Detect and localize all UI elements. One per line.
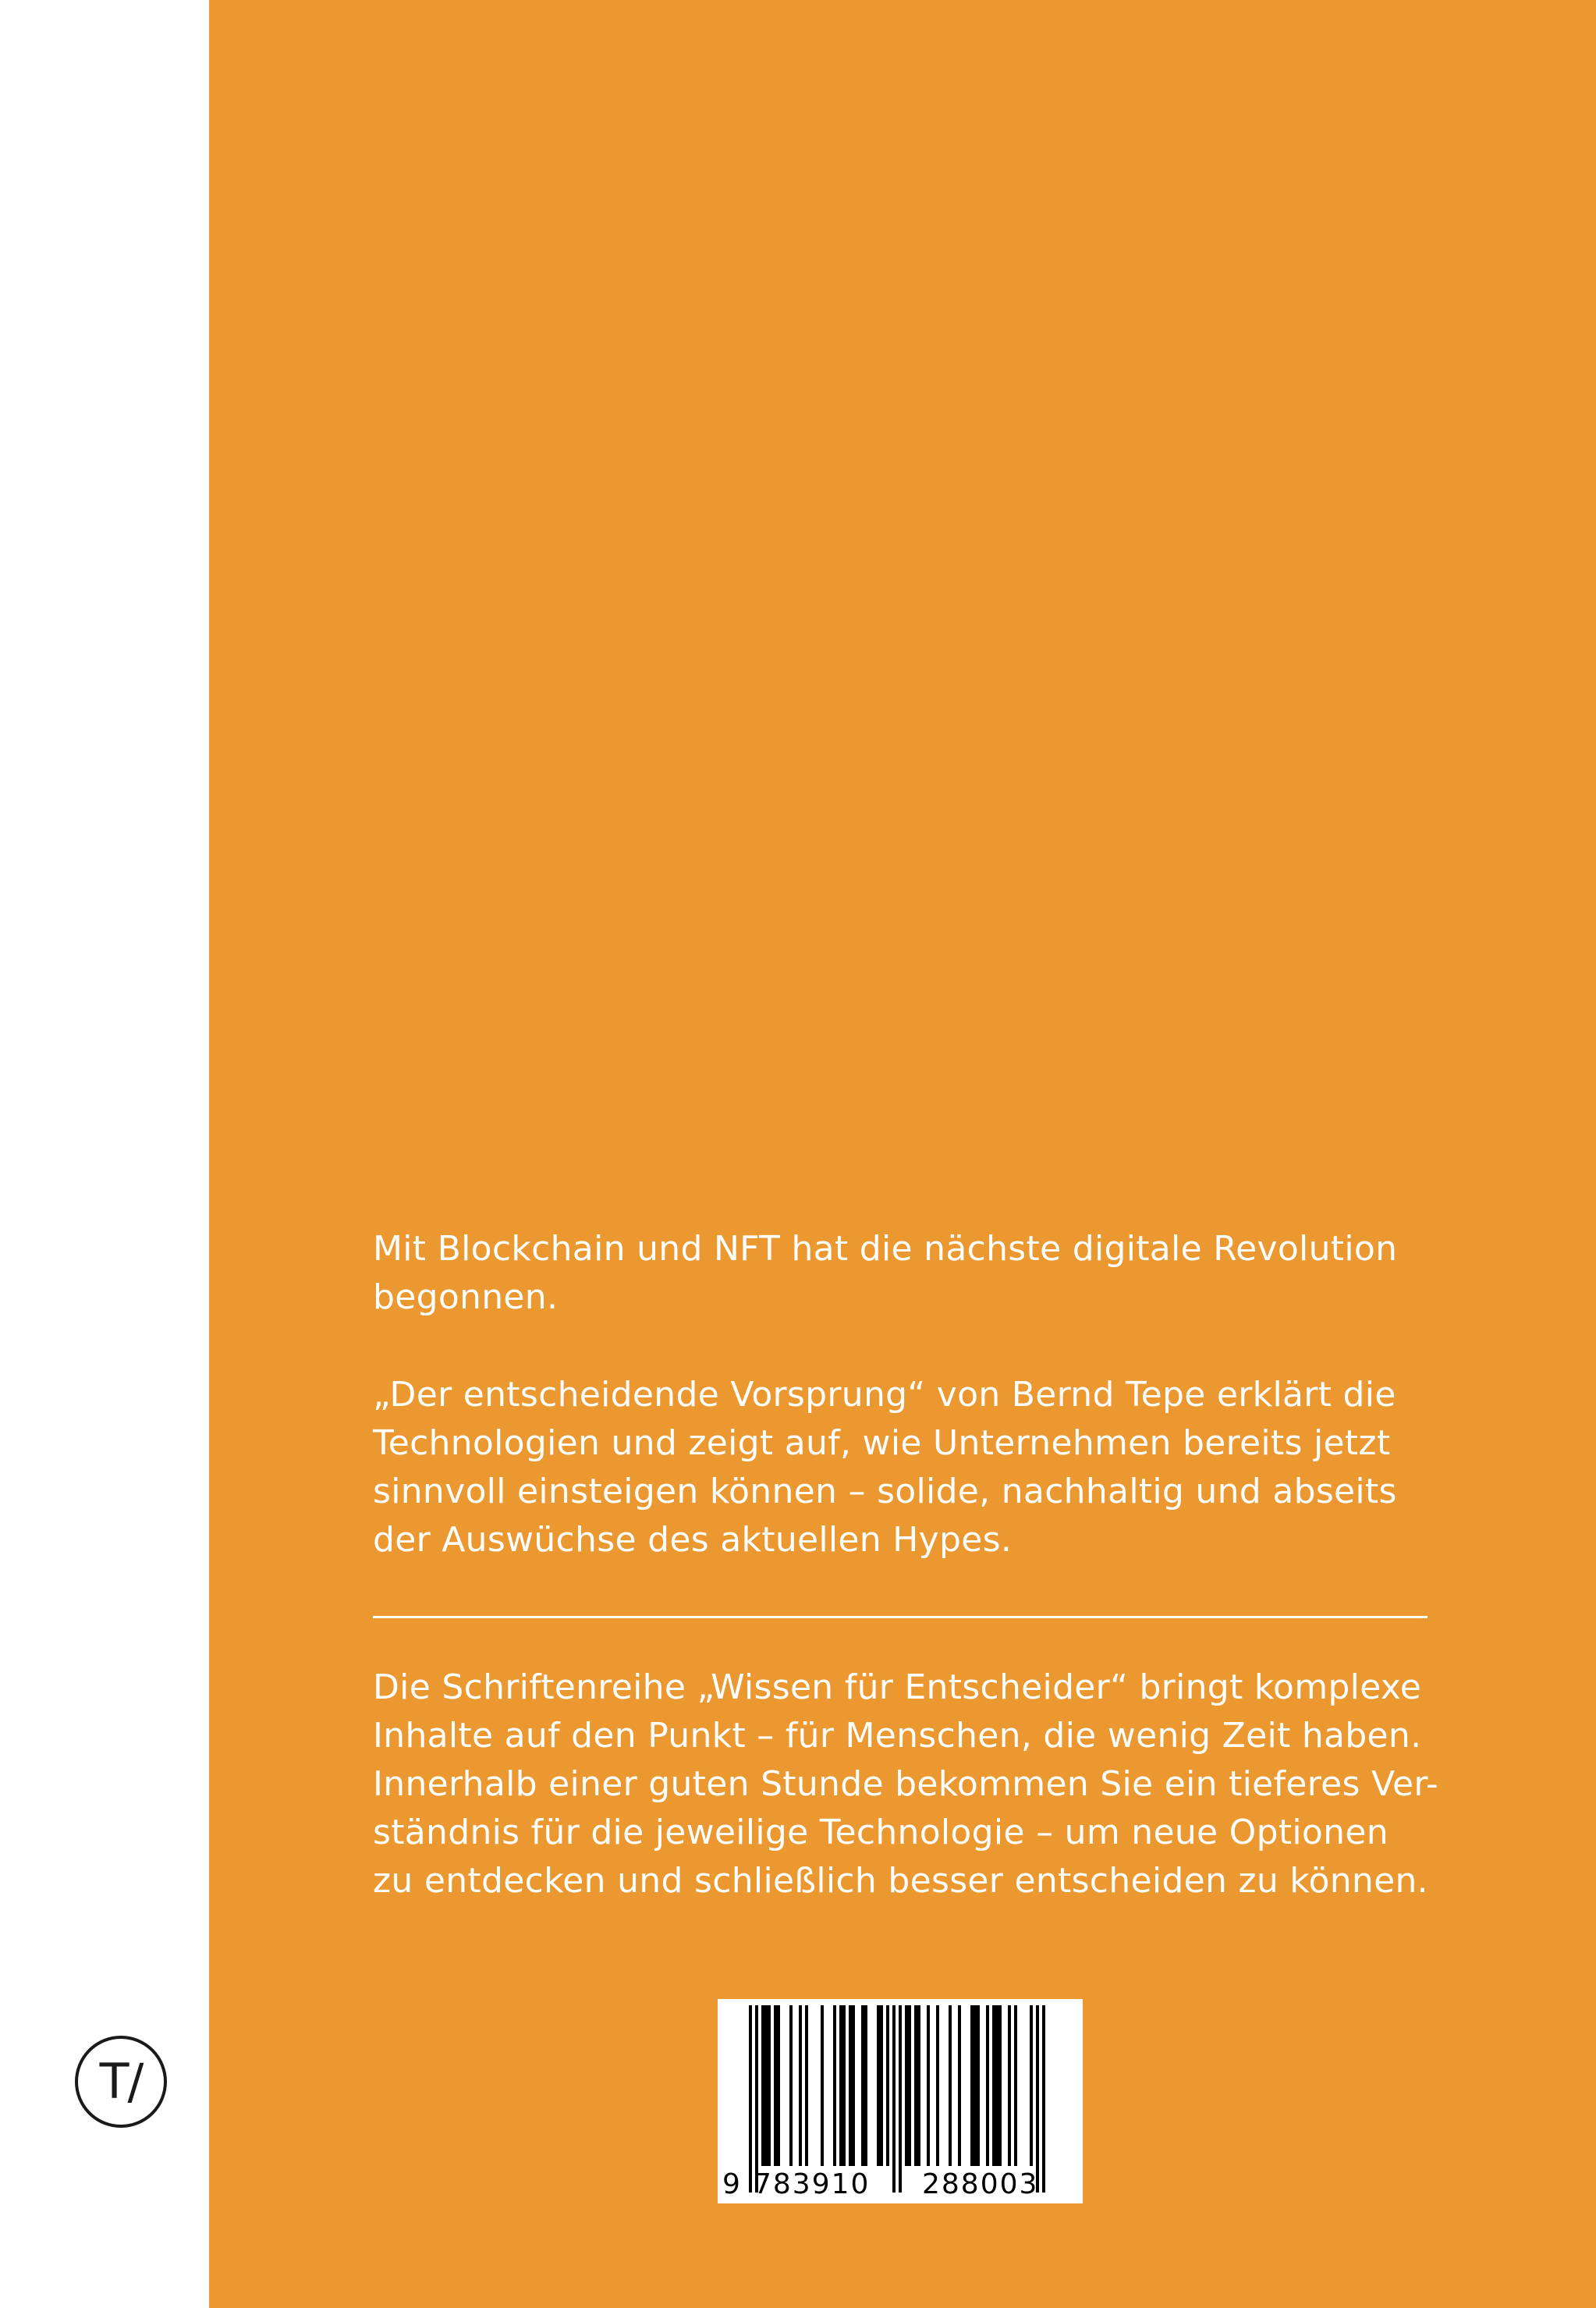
- barcode-bar: [842, 2005, 846, 2166]
- logo-text: T/: [99, 2053, 143, 2110]
- barcode-guard-bar: [1042, 2005, 1045, 2193]
- barcode-bar: [761, 2005, 764, 2166]
- barcode-bar: [986, 2005, 989, 2166]
- barcode-bar: [852, 2005, 855, 2166]
- barcode-bar: [992, 2005, 995, 2166]
- barcode-bar: [805, 2005, 808, 2166]
- text-line: Mit Blockchain und NFT hat die nächste digitale Revolution: [373, 1229, 1398, 1269]
- barcode-bar: [1030, 2005, 1033, 2166]
- barcode-bar: [905, 2005, 908, 2166]
- barcode-bar: [1008, 2005, 1011, 2166]
- barcode-bar: [917, 2005, 920, 2166]
- barcode-first-digit: 9: [722, 2168, 740, 2200]
- barcode-guard-bar: [1036, 2005, 1039, 2193]
- barcode-bar: [799, 2005, 802, 2166]
- text-line: Innerhalb einer guten Stunde bekommen Sie ein tieferes Ver-: [373, 1764, 1439, 1804]
- barcode-bar: [861, 2005, 864, 2166]
- barcode-bar: [821, 2005, 824, 2166]
- barcode-bar: [914, 2005, 917, 2166]
- publisher-logo-icon: [75, 2036, 167, 2128]
- barcode-guard-bar: [899, 2005, 902, 2193]
- barcode-bar: [886, 2005, 889, 2166]
- barcode-guard-bar: [892, 2005, 896, 2193]
- barcode-bar: [774, 2005, 777, 2166]
- barcode-bar: [768, 2005, 771, 2166]
- text-line: Inhalte auf den Punkt – für Menschen, die wenig Zeit haben.: [373, 1716, 1422, 1756]
- barcode-bar: [974, 2005, 977, 2166]
- barcode-bar: [833, 2005, 836, 2166]
- text-line: sinnvoll einsteigen können – solide, nachhaltig und abseits: [373, 1472, 1397, 1511]
- text-line: der Auswüchse des aktuellen Hypes.: [373, 1520, 1013, 1560]
- text-line: Die Schriftenreihe „Wissen für Entscheider“ bringt komplexe: [373, 1667, 1422, 1707]
- barcode-bar: [777, 2005, 780, 2166]
- barcode-bar: [789, 2005, 793, 2166]
- barcode-bar: [970, 2005, 974, 2166]
- intro-paragraph: [373, 1225, 1449, 1322]
- barcode-bar: [764, 2005, 768, 2166]
- barcode-bar: [864, 2005, 867, 2166]
- barcode-digits: [718, 2169, 1083, 2200]
- barcode-bar: [839, 2005, 842, 2166]
- spine-area: [0, 0, 209, 2308]
- barcode-right-group: 288003: [922, 2168, 1039, 2200]
- barcode-left-group: 783910: [754, 2168, 871, 2200]
- barcode-bar: [849, 2005, 852, 2166]
- barcode-bar: [908, 2005, 911, 2166]
- isbn-barcode: [718, 1999, 1083, 2203]
- text-line: Technologien und zeigt auf, wie Unternehmen bereits jetzt: [373, 1423, 1391, 1463]
- barcode-bar: [877, 2005, 880, 2166]
- barcode-bar: [958, 2005, 961, 2166]
- series-paragraph: [373, 1664, 1449, 1905]
- barcode-bar: [880, 2005, 883, 2166]
- barcode-bar: [949, 2005, 952, 2166]
- barcode-bar: [977, 2005, 980, 2166]
- barcode-bar: [927, 2005, 930, 2166]
- barcode-guard-bar: [755, 2005, 758, 2193]
- text-line: „Der entscheidende Vorsprung“ von Bernd Tepe erklärt die: [373, 1375, 1396, 1415]
- back-cover: [209, 0, 1596, 2308]
- barcode-bar: [1014, 2005, 1017, 2166]
- barcode-bar: [998, 2005, 1002, 2166]
- barcode-guard-bar: [749, 2005, 752, 2193]
- text-line: ständnis für die jeweilige Technologie – um neue Optionen: [373, 1813, 1389, 1852]
- text-line: zu entdecken und schließlich besser entscheiden zu können.: [373, 1861, 1428, 1901]
- text-line: begonnen.: [373, 1277, 559, 1317]
- description-paragraph: [373, 1371, 1449, 1564]
- barcode-bar: [936, 2005, 939, 2166]
- barcode-bar: [995, 2005, 998, 2166]
- divider-line: [373, 1616, 1428, 1618]
